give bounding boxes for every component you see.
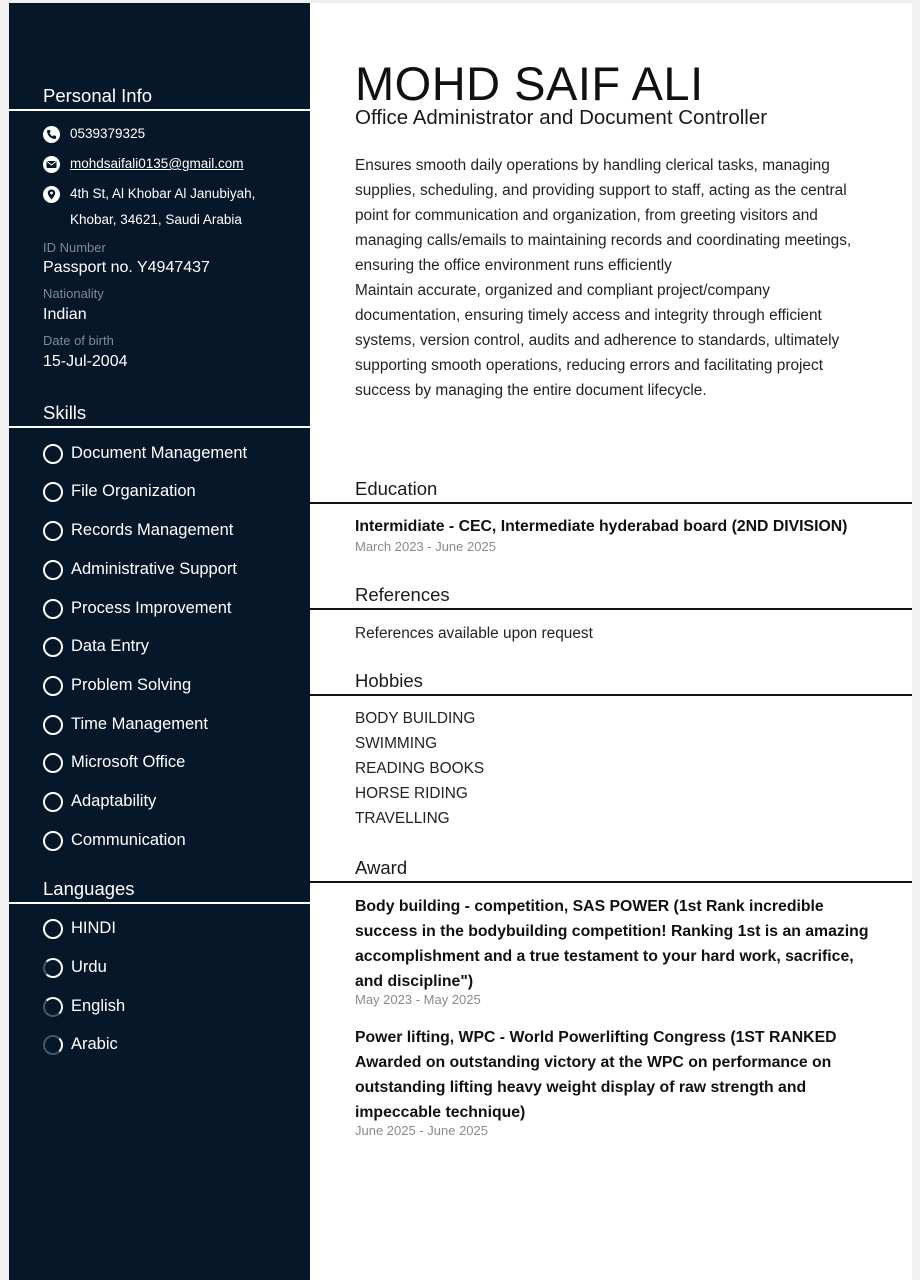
- skills-heading: Skills: [9, 402, 310, 428]
- skill-label: Problem Solving: [71, 676, 192, 694]
- phone-number: 0539379325: [70, 126, 146, 141]
- language-level-circle: [43, 997, 63, 1017]
- skill-level-circle: [43, 599, 63, 619]
- address-line-1: 4th St, Al Khobar Al Janubiyah,: [70, 186, 256, 201]
- email-link[interactable]: mohdsaifali0135@gmail.com: [70, 156, 244, 171]
- skill-label: File Organization: [71, 482, 196, 500]
- summary-paragraph-1: Ensures smooth daily operations by handling clerical tasks, managing supplies, scheduling, and providing support to staff, acting as the central point for communication and organization, from greeting visitors and managing calls/emails to maintaining records and coordinating meetings, ensuring the office environment runs efficiently: [355, 157, 852, 274]
- language-label: Urdu: [71, 958, 107, 976]
- language-label: HINDI: [71, 919, 116, 937]
- dob-value: 15-Jul-2004: [43, 353, 128, 370]
- nationality-value: Indian: [43, 306, 87, 323]
- language-level-circle: [43, 958, 63, 978]
- dob-label: Date of birth: [43, 333, 114, 348]
- skill-label: Communication: [71, 831, 186, 849]
- hobby-item: HORSE RIDING: [355, 785, 468, 802]
- page-right-edge: [912, 0, 920, 1280]
- references-text: References available upon request: [355, 625, 593, 642]
- languages-heading: Languages: [9, 878, 310, 904]
- hobby-item: READING BOOKS: [355, 760, 485, 777]
- page-left-edge: [0, 0, 9, 1280]
- phone-icon: [43, 126, 60, 143]
- education-heading: Education: [310, 478, 912, 504]
- skill-label: Document Management: [71, 444, 248, 462]
- award-title: Power lifting, WPC - World Powerlifting Congress (1ST RANKED Awarded on outstanding victory at the WPC on performance on outstanding lifting heavy weight display of raw strength and impeccable technique): [355, 1029, 837, 1121]
- id-number-label: ID Number: [43, 240, 106, 255]
- award-date: June 2025 - June 2025: [355, 1123, 488, 1138]
- skill-level-circle: [43, 676, 63, 696]
- job-title: Office Administrator and Document Controller: [355, 106, 768, 129]
- skill-label: Microsoft Office: [71, 753, 186, 771]
- summary-paragraph-2: Maintain accurate, organized and compliant project/company documentation, ensuring timely access and integrity through efficient systems, version control, audits and adherence to standards, ultimately supporting smooth operations, reducing errors and facilitating project success by managing the entire document lifecycle.: [355, 282, 840, 399]
- skill-level-circle: [43, 637, 63, 657]
- references-heading: References: [310, 584, 912, 610]
- award-heading: Award: [310, 857, 912, 883]
- skill-level-circle: [43, 715, 63, 735]
- profile-summary: [355, 153, 875, 403]
- skill-level-circle: [43, 753, 63, 773]
- skill-level-circle: [43, 521, 63, 541]
- skill-label: Adaptability: [71, 792, 157, 810]
- envelope-icon: [43, 156, 60, 173]
- address-line-2: Khobar, 34621, Saudi Arabia: [70, 212, 242, 227]
- map-pin-icon: [43, 186, 60, 203]
- hobbies-heading: Hobbies: [310, 670, 912, 696]
- skill-label: Data Entry: [71, 637, 149, 655]
- nationality-label: Nationality: [43, 286, 104, 301]
- skill-level-circle: [43, 792, 63, 812]
- language-label: English: [71, 997, 126, 1015]
- hobby-item: BODY BUILDING: [355, 710, 476, 727]
- skill-label: Administrative Support: [71, 560, 237, 578]
- id-number-value: Passport no. Y4947437: [43, 259, 210, 276]
- language-level-circle: [43, 1035, 63, 1055]
- language-label: Arabic: [71, 1035, 118, 1053]
- sidebar: [9, 3, 310, 1280]
- skill-label: Time Management: [71, 715, 208, 733]
- skill-level-circle: [43, 482, 63, 502]
- award-date: May 2023 - May 2025: [355, 992, 481, 1007]
- skill-label: Process Improvement: [71, 599, 232, 617]
- candidate-name: MOHD SAIF ALI: [355, 57, 704, 110]
- skill-level-circle: [43, 444, 63, 464]
- personal-info-heading: Personal Info: [9, 85, 310, 111]
- language-level-circle: [43, 919, 63, 939]
- skill-level-circle: [43, 560, 63, 580]
- education-title: Intermidiate - CEC, Intermediate hyderabad board (2ND DIVISION): [355, 518, 848, 535]
- skill-level-circle: [43, 831, 63, 851]
- hobby-item: TRAVELLING: [355, 810, 450, 827]
- education-date: March 2023 - June 2025: [355, 539, 496, 554]
- skill-label: Records Management: [71, 521, 234, 539]
- hobby-item: SWIMMING: [355, 735, 438, 752]
- award-title: Body building - competition, SAS POWER (1st Rank incredible success in the bodybuilding competition! Ranking 1st is an amazing accomplishment and a true testament to your hard work, sacrifice, and discipline"): [355, 898, 869, 990]
